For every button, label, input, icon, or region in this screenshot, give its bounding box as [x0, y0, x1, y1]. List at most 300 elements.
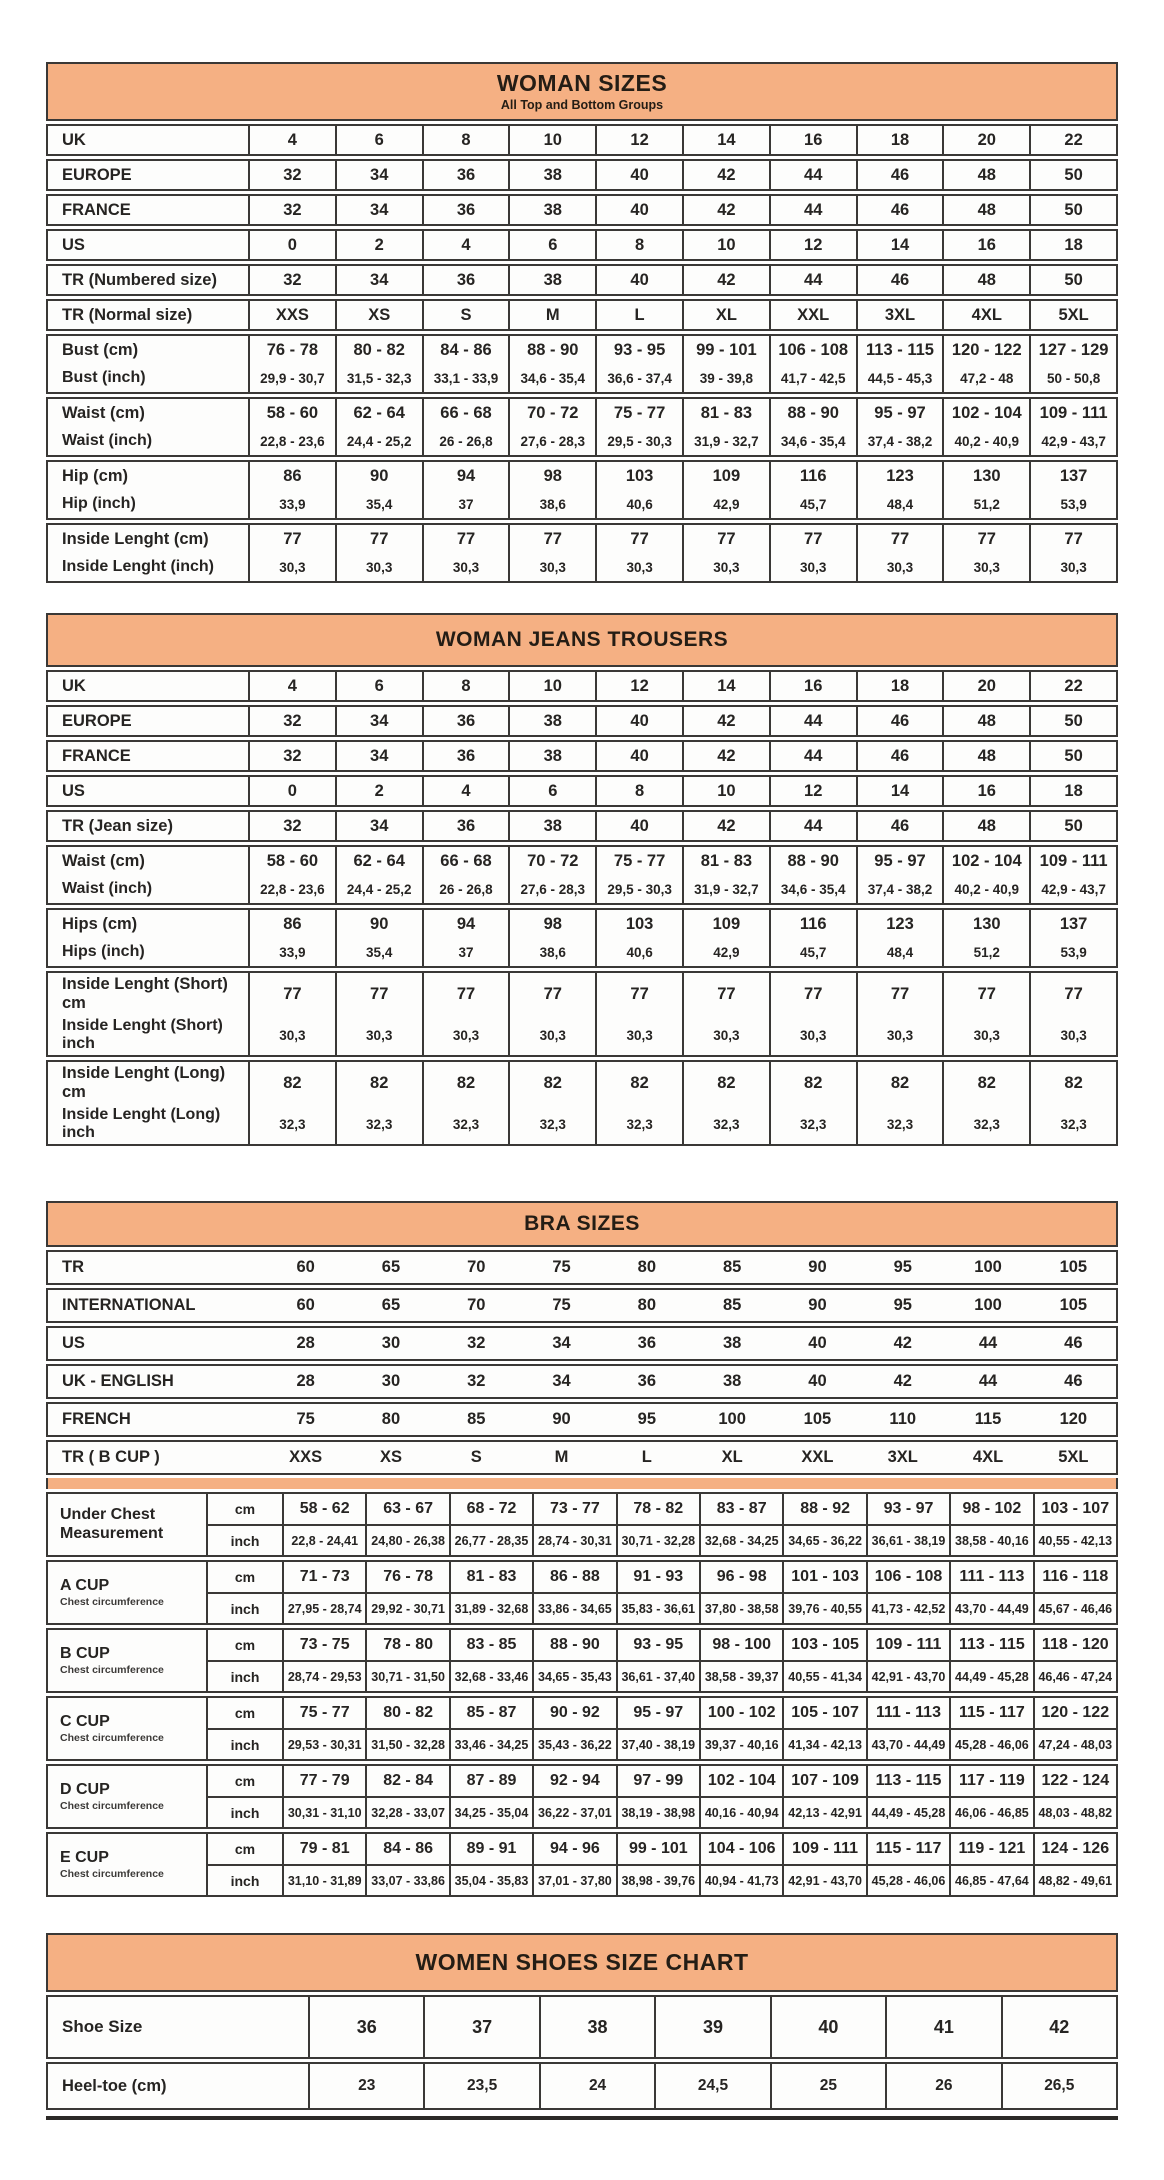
value-cell: 41,73 - 42,52	[866, 1592, 949, 1623]
value-cell: 77	[248, 525, 335, 553]
bra-cup-measurement-grid	[46, 1492, 1118, 1897]
value-cell: 29,5 - 30,3	[595, 427, 682, 455]
value-cell: 38,58 - 39,37	[699, 1660, 782, 1691]
value-cell: 36	[637, 1372, 657, 1390]
unit-label: inch	[206, 1864, 282, 1895]
value-cell: 46	[856, 266, 943, 294]
value-cell: 48	[942, 707, 1029, 735]
value-cell: 94	[422, 910, 509, 938]
row-label: INTERNATIONAL	[62, 1296, 196, 1314]
table-row	[48, 490, 1116, 518]
woman-sizes-title: WOMAN SIZES	[496, 70, 668, 96]
value-cell: 77	[508, 525, 595, 553]
value-cell: 85 - 87	[449, 1698, 532, 1728]
value-cell: 36	[637, 1334, 657, 1352]
value-cell: 38	[722, 1334, 742, 1352]
value-cell: 29,5 - 30,3	[595, 875, 682, 903]
value-cell: 77	[595, 973, 682, 1015]
value-cell: 12	[595, 126, 682, 154]
cup-label	[48, 1766, 206, 1827]
value-cell: 77	[942, 525, 1029, 553]
value-cell: 97 - 99	[616, 1766, 699, 1796]
value-cell: 39	[654, 1997, 769, 2057]
woman-jeans-rows	[46, 670, 1118, 1146]
value-cell: 30	[381, 1334, 401, 1352]
value-cell: 77	[335, 525, 422, 553]
value-cell: 36	[422, 707, 509, 735]
value-cell: 50	[1029, 196, 1116, 224]
value-cell: 44	[769, 707, 856, 735]
value-cell: 30,3	[508, 1015, 595, 1055]
row-label: Shoe Size	[62, 2017, 143, 2036]
value-cell: 35,43 - 36,22	[532, 1728, 615, 1759]
value-cell: 95	[893, 1258, 912, 1276]
value-cell: 30,3	[508, 553, 595, 581]
value-cell: 88 - 90	[769, 399, 856, 427]
row-label: Bust (inch)	[62, 369, 146, 386]
value-cell: 40	[808, 1372, 827, 1390]
value-cell: 77	[248, 973, 335, 1015]
table-row	[48, 973, 1116, 1015]
table-row-group	[46, 1250, 1118, 1285]
value-cell: 27,95 - 28,74	[282, 1592, 365, 1623]
unit-label: cm	[206, 1766, 282, 1796]
value-cell: 44	[769, 812, 856, 840]
value-cell: 109 - 111	[1029, 399, 1116, 427]
table-row-group	[46, 1288, 1118, 1323]
table-row	[48, 812, 1116, 840]
value-cell: 77	[682, 525, 769, 553]
value-cell: 34	[335, 196, 422, 224]
unit-label: inch	[206, 1728, 282, 1759]
value-cell: 32	[248, 161, 335, 189]
value-cell: 22	[1029, 672, 1116, 700]
value-cell: 113 - 115	[866, 1766, 949, 1796]
woman-sizes-rows	[46, 124, 1118, 583]
value-cell: 82	[682, 1062, 769, 1104]
value-cell: 20	[942, 672, 1029, 700]
table-row	[48, 1366, 1116, 1397]
value-cell: 30,3	[335, 1015, 422, 1055]
value-cell: 99 - 101	[616, 1834, 699, 1864]
value-cell: 30,3	[769, 1015, 856, 1055]
value-cell: 93 - 95	[616, 1630, 699, 1660]
table-row-group	[46, 124, 1118, 156]
value-cell: 45,7	[769, 490, 856, 518]
value-cell: 30,3	[335, 553, 422, 581]
table-row-group	[46, 1326, 1118, 1361]
table-row	[48, 2064, 1116, 2108]
row-label: US	[62, 781, 85, 800]
value-cell: 100 - 102	[699, 1698, 782, 1728]
value-cell: 38	[508, 742, 595, 770]
value-cell: 8	[595, 231, 682, 259]
value-cell: 105	[1059, 1296, 1088, 1314]
value-cell: 32,68 - 34,25	[699, 1524, 782, 1555]
unit-label: inch	[206, 1524, 282, 1555]
value-cell: 44,5 - 45,3	[856, 364, 943, 392]
value-cell: 42,13 - 42,91	[782, 1796, 865, 1827]
bra-band-size-rows	[46, 1250, 1118, 1475]
value-cell: 34	[335, 266, 422, 294]
value-cell: 103 - 107	[1033, 1494, 1116, 1524]
woman-jeans-title: WOMAN JEANS TROUSERS	[435, 628, 729, 651]
value-cell: 38	[508, 812, 595, 840]
value-cell: 24,4 - 25,2	[335, 875, 422, 903]
value-cell: 117 - 119	[949, 1766, 1032, 1796]
value-cell: 41,7 - 42,5	[769, 364, 856, 392]
women-shoes-table	[46, 1933, 1118, 2120]
table-row-group	[46, 460, 1118, 520]
value-cell: 40	[595, 742, 682, 770]
bra-title: BRA SIZES	[524, 1212, 640, 1235]
value-cell: 33,9	[248, 938, 335, 966]
value-cell: 37,4 - 38,2	[856, 427, 943, 455]
value-cell: 113 - 115	[949, 1630, 1032, 1660]
row-label: TR	[62, 1258, 84, 1276]
value-cell: 46,06 - 46,85	[949, 1796, 1032, 1827]
value-cell: 46	[1064, 1372, 1083, 1390]
value-cell: 23,5	[423, 2064, 538, 2108]
value-cell: 102 - 104	[942, 399, 1029, 427]
value-cell: 106 - 108	[769, 336, 856, 364]
value-cell: 39,76 - 40,55	[782, 1592, 865, 1623]
cup-title: Under Chest Measurement	[60, 1506, 164, 1542]
row-label: Hips (inch)	[62, 943, 145, 960]
value-cell: 77	[682, 973, 769, 1015]
value-cell: 34	[335, 161, 422, 189]
value-cell: 6	[508, 231, 595, 259]
value-cell: 42,91 - 43,70	[866, 1660, 949, 1691]
table-row	[48, 196, 1116, 224]
value-cell: XXS	[248, 301, 335, 329]
value-cell: 77	[856, 973, 943, 1015]
value-cell: 103	[595, 910, 682, 938]
value-cell: 80	[381, 1410, 401, 1428]
value-cell: 30,3	[422, 553, 509, 581]
value-cell: 73 - 75	[282, 1630, 365, 1660]
value-cell: 30,3	[595, 1015, 682, 1055]
value-cell: 116	[769, 910, 856, 938]
value-cell: 123	[856, 910, 943, 938]
value-cell: 34,25 - 35,04	[449, 1796, 532, 1827]
value-cell: 116	[769, 462, 856, 490]
value-cell: 71 - 73	[282, 1562, 365, 1592]
value-cell: 46,85 - 47,64	[949, 1864, 1032, 1895]
value-cell: 58 - 60	[248, 847, 335, 875]
value-cell: 34	[335, 742, 422, 770]
value-cell: 84 - 86	[422, 336, 509, 364]
value-cell: 16	[769, 126, 856, 154]
value-cell: 86	[248, 462, 335, 490]
table-row	[48, 161, 1116, 189]
value-cell: 88 - 90	[532, 1630, 615, 1660]
value-cell: 40,2 - 40,9	[942, 427, 1029, 455]
value-cell: 104 - 106	[699, 1834, 782, 1864]
value-cell: 34,6 - 35,4	[769, 427, 856, 455]
unit-label: inch	[206, 1796, 282, 1827]
value-cell: 82	[508, 1062, 595, 1104]
value-cell: 4XL	[942, 301, 1029, 329]
cup-sublabel: Chest circumference	[60, 1664, 164, 1677]
value-cell: 3XL	[887, 1448, 918, 1466]
value-cell: 119 - 121	[949, 1834, 1032, 1864]
value-cell: 50 - 50,8	[1029, 364, 1116, 392]
table-row	[48, 427, 1116, 455]
value-cell: 5XL	[1058, 1448, 1089, 1466]
row-label: Heel-toe (cm)	[62, 2076, 167, 2095]
value-cell: 32,3	[508, 1104, 595, 1144]
value-cell: 40,6	[595, 490, 682, 518]
value-cell: 79 - 81	[282, 1834, 365, 1864]
row-label: FRENCH	[62, 1410, 131, 1428]
value-cell: 120 - 122	[1033, 1698, 1116, 1728]
row-label: UK	[62, 676, 86, 695]
row-label: FRANCE	[62, 746, 131, 765]
value-cell: 62 - 64	[335, 847, 422, 875]
value-cell: XXL	[801, 1448, 834, 1466]
value-cell: 32,3	[595, 1104, 682, 1144]
value-cell: 42,9	[682, 938, 769, 966]
shoes-title: WOMEN SHOES SIZE CHART	[415, 1949, 749, 1975]
woman-jeans-table	[46, 613, 1118, 1146]
value-cell: 35,4	[335, 490, 422, 518]
table-row	[48, 266, 1116, 294]
value-cell: 8	[595, 777, 682, 805]
row-label: Inside Lenght (Long) cm	[62, 1064, 226, 1101]
value-cell: 124 - 126	[1033, 1834, 1116, 1864]
value-cell: 115	[974, 1410, 1002, 1428]
value-cell: 115 - 117	[949, 1698, 1032, 1728]
value-cell: XL	[721, 1448, 743, 1466]
value-cell: 110	[889, 1410, 917, 1428]
cup-title: C CUP	[60, 1712, 110, 1730]
value-cell: 10	[682, 777, 769, 805]
cup-title: E CUP	[60, 1848, 109, 1866]
value-cell: 31,50 - 32,28	[365, 1728, 448, 1759]
value-cell: 31,9 - 32,7	[682, 875, 769, 903]
value-cell: 45,7	[769, 938, 856, 966]
value-cell: 81 - 83	[682, 399, 769, 427]
table-row-group	[46, 299, 1118, 331]
value-cell: 33,1 - 33,9	[422, 364, 509, 392]
value-cell: 37,01 - 37,80	[532, 1864, 615, 1895]
value-cell: 38,98 - 39,76	[616, 1864, 699, 1895]
table-row-group	[46, 229, 1118, 261]
value-cell: 42	[682, 742, 769, 770]
row-label: Waist (inch)	[62, 432, 153, 449]
value-cell: 34,6 - 35,4	[508, 364, 595, 392]
row-label: Inside Lenght (Short) inch	[62, 1017, 223, 1052]
row-label: Hips (cm)	[62, 914, 138, 933]
table-row	[48, 707, 1116, 735]
value-cell: 75 - 77	[282, 1698, 365, 1728]
value-cell: 48	[942, 196, 1029, 224]
value-cell: 26 - 26,8	[422, 427, 509, 455]
shoes-rows	[46, 1995, 1118, 2110]
value-cell: 113 - 115	[856, 336, 943, 364]
value-cell: 42	[682, 812, 769, 840]
value-cell: 95	[893, 1296, 912, 1314]
value-cell: 36,22 - 37,01	[532, 1796, 615, 1827]
row-label: TR ( B CUP )	[62, 1448, 160, 1466]
value-cell: 76 - 78	[365, 1562, 448, 1592]
cup-sublabel: Chest circumference	[60, 1596, 164, 1609]
value-cell: 98 - 102	[949, 1494, 1032, 1524]
value-cell: 60	[296, 1258, 315, 1276]
value-cell: 80 - 82	[365, 1698, 448, 1728]
unit-label: cm	[206, 1834, 282, 1864]
value-cell: 6	[508, 777, 595, 805]
value-cell: 16	[942, 777, 1029, 805]
value-cell: 30,3	[769, 553, 856, 581]
value-cell: 46	[1064, 1334, 1083, 1352]
value-cell: 4XL	[972, 1448, 1004, 1466]
row-label: Hip (cm)	[62, 466, 128, 485]
table-row	[48, 938, 1116, 966]
value-cell: 4	[422, 231, 509, 259]
value-cell: 31,10 - 31,89	[282, 1864, 365, 1895]
bra-header-band	[46, 1201, 1118, 1247]
value-cell: 107 - 109	[782, 1766, 865, 1796]
value-cell: 36	[308, 1997, 423, 2057]
value-cell: 28,74 - 29,53	[282, 1660, 365, 1691]
value-cell: 36,61 - 38,19	[866, 1524, 949, 1555]
value-cell: 42,91 - 43,70	[782, 1864, 865, 1895]
value-cell: 82 - 84	[365, 1766, 448, 1796]
value-cell: 40,2 - 40,9	[942, 875, 1029, 903]
value-cell: 28	[296, 1372, 315, 1390]
value-cell: 32	[467, 1372, 486, 1390]
value-cell: 4	[422, 777, 509, 805]
row-label: Inside Lenght (Long) inch	[62, 1106, 221, 1141]
value-cell: 51,2	[942, 490, 1029, 518]
value-cell: 90 - 92	[532, 1698, 615, 1728]
value-cell: 70 - 72	[508, 847, 595, 875]
value-cell: 2	[335, 777, 422, 805]
bra-cup-group	[46, 1696, 1118, 1761]
value-cell: 34	[335, 707, 422, 735]
table-row-group	[46, 775, 1118, 807]
value-cell: 44,49 - 45,28	[949, 1660, 1032, 1691]
value-cell: 32	[248, 266, 335, 294]
value-cell: 100	[974, 1258, 1002, 1276]
value-cell: 77	[856, 525, 943, 553]
value-cell: 31,89 - 32,68	[449, 1592, 532, 1623]
value-cell: 75 - 77	[595, 847, 682, 875]
value-cell: 82	[942, 1062, 1029, 1104]
cup-title: A CUP	[60, 1576, 110, 1594]
value-cell: 53,9	[1029, 938, 1116, 966]
value-cell: 45,28 - 46,06	[866, 1864, 949, 1895]
table-row	[48, 742, 1116, 770]
value-cell: 77	[508, 973, 595, 1015]
value-cell: 24,5	[654, 2064, 769, 2108]
value-cell: L	[595, 301, 682, 329]
value-cell: 77	[769, 973, 856, 1015]
unit-label: cm	[206, 1698, 282, 1728]
value-cell: 42	[682, 196, 769, 224]
value-cell: 30,3	[942, 553, 1029, 581]
value-cell: 78 - 82	[616, 1494, 699, 1524]
value-cell: 48	[942, 742, 1029, 770]
value-cell: 8	[422, 126, 509, 154]
value-cell: L	[641, 1448, 652, 1466]
value-cell: 40,55 - 41,34	[782, 1660, 865, 1691]
value-cell: 24,4 - 25,2	[335, 427, 422, 455]
value-cell: 123	[856, 462, 943, 490]
value-cell: 12	[595, 672, 682, 700]
table-row	[48, 847, 1116, 875]
value-cell: 50	[1029, 707, 1116, 735]
value-cell: 30,71 - 31,50	[365, 1660, 448, 1691]
value-cell: 65	[381, 1258, 401, 1276]
table-row-group	[46, 908, 1118, 968]
value-cell: 109	[682, 462, 769, 490]
value-cell: 94 - 96	[532, 1834, 615, 1864]
cup-title: D CUP	[60, 1780, 110, 1798]
value-cell: 3XL	[856, 301, 943, 329]
value-cell: 93 - 95	[595, 336, 682, 364]
value-cell: 42	[893, 1372, 912, 1390]
value-cell: 45,67 - 46,46	[1033, 1592, 1116, 1623]
value-cell: XS	[335, 301, 422, 329]
row-label: TR (Numbered size)	[62, 270, 217, 289]
value-cell: 88 - 90	[508, 336, 595, 364]
value-cell: 63 - 67	[365, 1494, 448, 1524]
unit-label: inch	[206, 1592, 282, 1623]
value-cell: 4	[248, 126, 335, 154]
table-row-group	[46, 1995, 1118, 2059]
unit-label: cm	[206, 1562, 282, 1592]
value-cell: 73 - 77	[532, 1494, 615, 1524]
value-cell: 39 - 39,8	[682, 364, 769, 392]
value-cell: 40	[808, 1334, 827, 1352]
value-cell: S	[470, 1448, 482, 1466]
value-cell: 37	[423, 1997, 538, 2057]
value-cell: 82	[769, 1062, 856, 1104]
value-cell: 10	[508, 672, 595, 700]
row-label: Waist (cm)	[62, 851, 145, 870]
table-row-group	[46, 1060, 1118, 1146]
table-row	[48, 336, 1116, 364]
value-cell: 14	[682, 672, 769, 700]
value-cell: 48,4	[856, 490, 943, 518]
cup-title: B CUP	[60, 1644, 110, 1662]
value-cell: 18	[856, 126, 943, 154]
value-cell: 111 - 113	[949, 1562, 1032, 1592]
cup-label	[48, 1562, 206, 1623]
row-label: US	[62, 235, 85, 254]
cup-label	[48, 1834, 206, 1895]
value-cell: 36,6 - 37,4	[595, 364, 682, 392]
value-cell: 46	[856, 707, 943, 735]
value-cell: 106 - 108	[866, 1562, 949, 1592]
value-cell: 30,3	[595, 553, 682, 581]
table-row	[48, 1252, 1116, 1283]
bra-cup-group	[46, 1492, 1118, 1557]
value-cell: 30,3	[248, 1015, 335, 1055]
woman-sizes-header-band	[46, 62, 1118, 121]
table-row	[48, 1290, 1116, 1321]
row-label: US	[62, 1334, 85, 1352]
table-row	[48, 399, 1116, 427]
value-cell: 115 - 117	[866, 1834, 949, 1864]
woman-sizes-subtitle: All Top and Bottom Groups	[500, 98, 664, 112]
value-cell: 100	[974, 1296, 1002, 1314]
table-row	[48, 1442, 1116, 1473]
value-cell: 36,61 - 37,40	[616, 1660, 699, 1691]
